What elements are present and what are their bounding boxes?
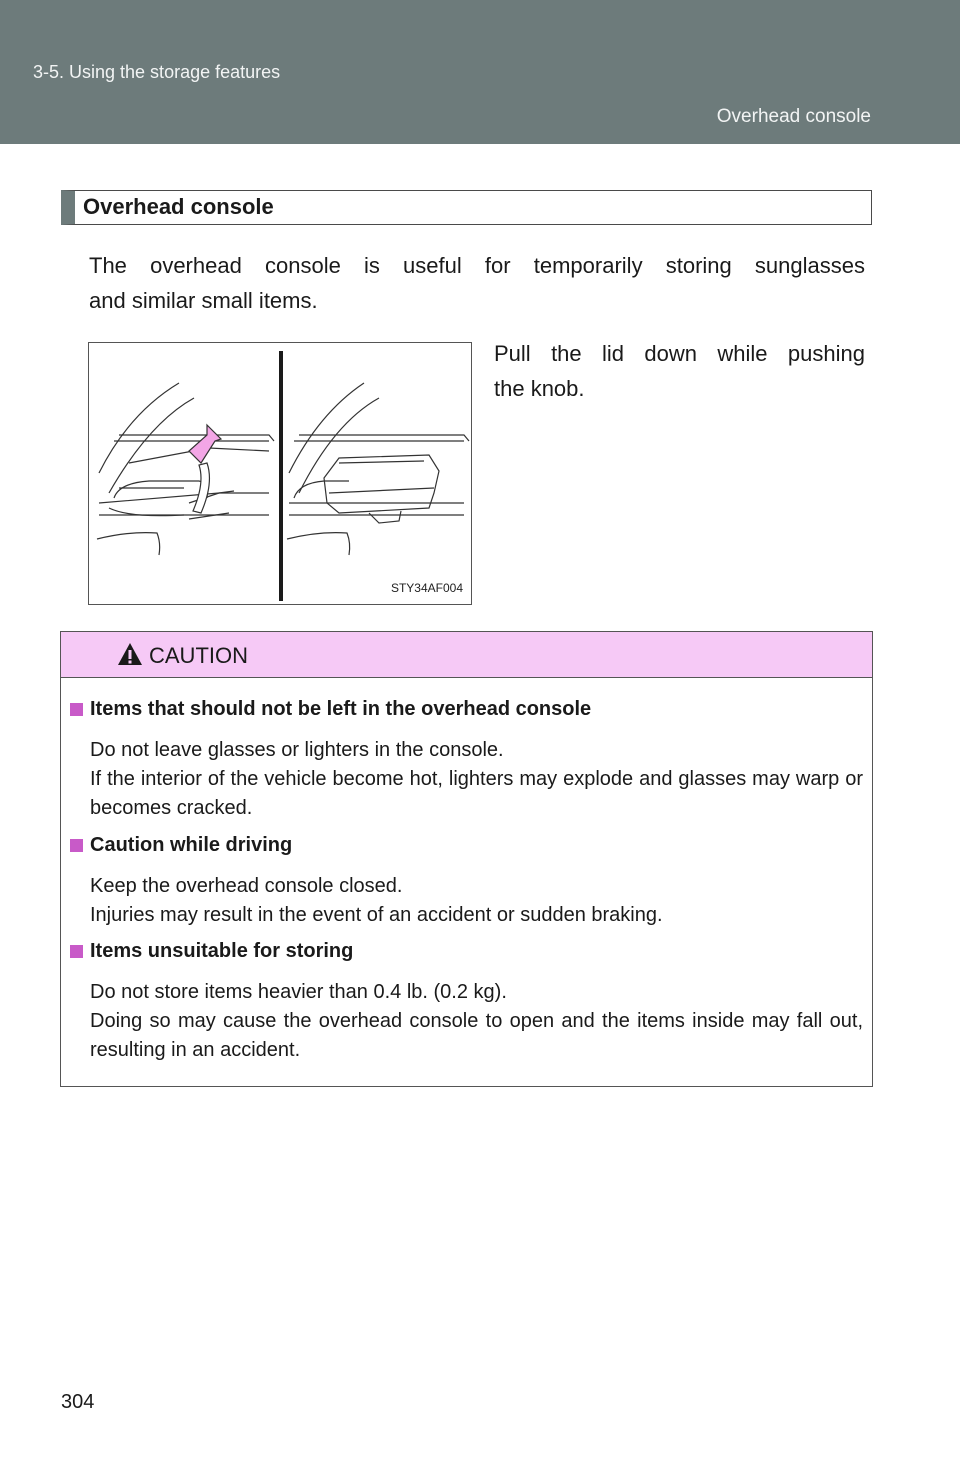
caution-item-title: Items unsuitable for storing <box>90 940 354 962</box>
caution-box <box>60 631 873 1087</box>
bullet-square-icon <box>70 945 83 958</box>
header-topic: Overhead console <box>716 106 871 127</box>
caution-line: If the interior of the vehicle become hot, lighters may explode and glasses may warp or becomes cracked. <box>90 768 863 819</box>
section-heading <box>61 190 872 225</box>
caption-line-1: Pull the lid down while pushing <box>494 341 865 366</box>
breadcrumb: 3-5. Using the storage features <box>33 62 281 82</box>
caution-line: Do not store items heavier than 0.4 lb. (0.2 kg). <box>90 981 507 1003</box>
bullet-square-icon <box>70 703 83 716</box>
caution-item-title: Items that should not be left in the overhead console <box>90 698 592 720</box>
page-number: 304 <box>61 1391 95 1413</box>
bullet-square-icon <box>70 839 83 852</box>
caution-item-body <box>90 978 863 1065</box>
caution-title: CAUTION <box>149 643 248 668</box>
caption-line-2: the knob. <box>494 376 585 401</box>
intro-paragraph <box>89 248 865 318</box>
overhead-console-illustration <box>88 342 472 605</box>
section-title: Overhead console <box>83 194 274 219</box>
push-arrow <box>189 425 221 463</box>
caution-header <box>61 632 872 678</box>
pull-arrow <box>193 463 209 513</box>
caution-line: Injuries may result in the event of an accident or sudden braking. <box>90 904 663 926</box>
caution-line: Do not leave glasses or lighters in the console. <box>90 739 504 761</box>
caution-item-body <box>90 736 863 823</box>
figure-code: STY34AF004 <box>390 581 463 595</box>
page-header <box>0 0 960 144</box>
warning-triangle-icon <box>117 642 143 666</box>
caution-line: Keep the overhead console closed. <box>90 875 403 897</box>
caution-line: Doing so may cause the overhead console to open and the items inside may fall out, resulting in an accident. <box>90 1010 863 1061</box>
intro-line-1: The overhead console is useful for temporarily storing sunglasses <box>89 253 865 278</box>
caution-item-title: Caution while driving <box>90 834 293 856</box>
console-drawing <box>89 343 473 606</box>
intro-line-2: and similar small items. <box>89 288 318 313</box>
caution-item-body <box>90 872 863 930</box>
figure-caption <box>494 336 865 406</box>
